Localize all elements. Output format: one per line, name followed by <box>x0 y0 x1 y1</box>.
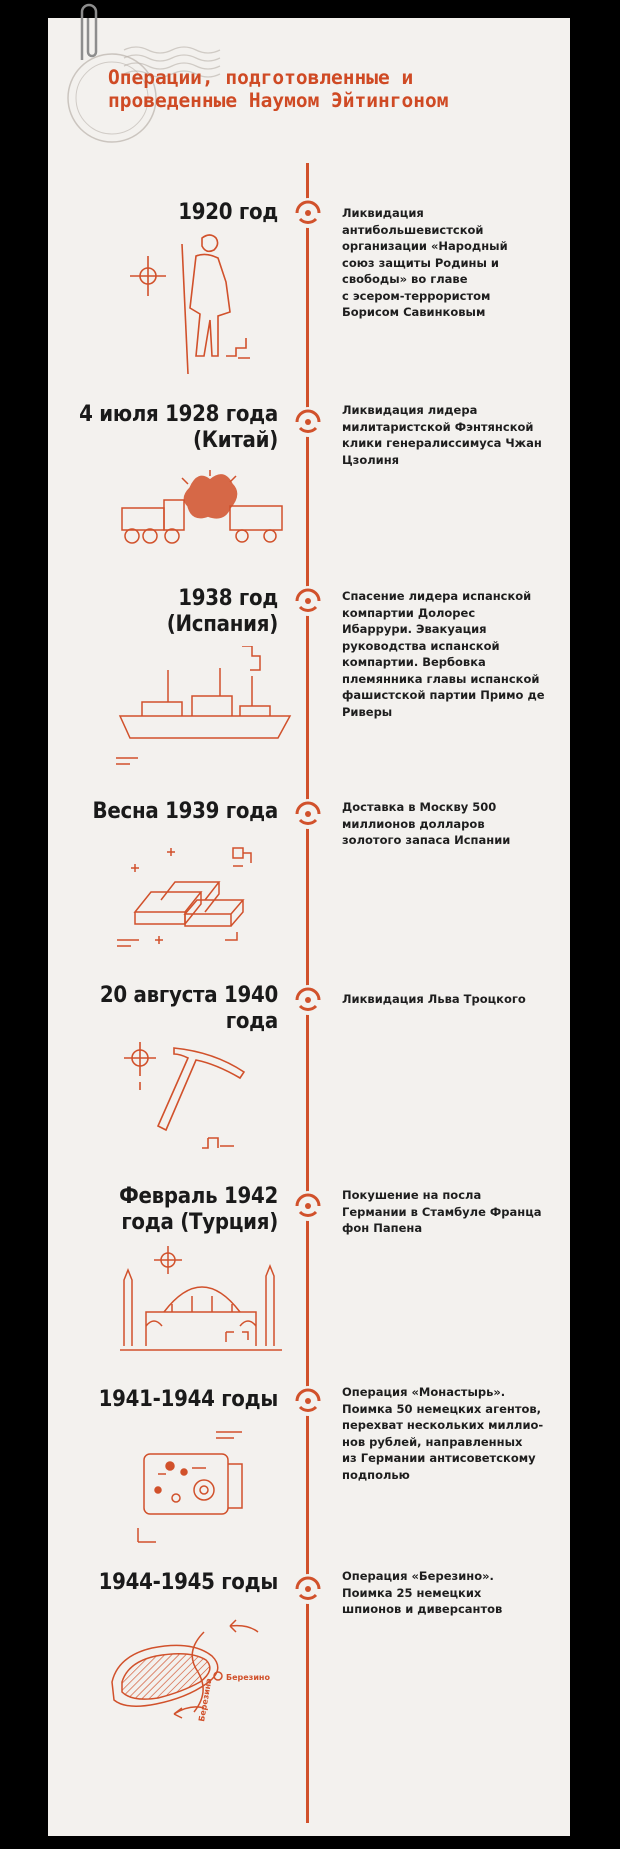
map-berezino-icon <box>108 1612 298 1732</box>
timeline-marker-icon <box>291 1572 325 1606</box>
event-description: Ликвидация лидера милитаристской Фэнтянской клики генералиссимуса Чжан Цзолиня <box>342 403 542 467</box>
timeline-marker-icon <box>291 983 325 1017</box>
event-description: Доставка в Москву 500 миллионов долларов золотого запаса Испании <box>342 800 511 847</box>
event-date: 1941-1944 годы <box>98 1387 278 1412</box>
event-date: 1938 год (Испания) <box>166 586 278 637</box>
event-description: Операция «Монастырь». Поимка 50 немецких агентов, перехват нескольких миллио- нов рублей, направленных из Германии антисоветскому подполью <box>342 1385 544 1482</box>
event-description: Покушение на посла Германии в Стамбуле Франца фон Папена <box>342 1188 542 1235</box>
event-date: Весна 1939 года <box>92 799 278 824</box>
timeline-marker-icon <box>291 1384 325 1418</box>
ice-axe-icon <box>124 1042 254 1152</box>
event-date: 4 июля 1928 года (Китай) <box>79 402 278 453</box>
paperclip-icon <box>72 0 106 70</box>
timeline-marker-icon <box>291 405 325 439</box>
event-date: 1920 год <box>178 200 278 225</box>
mosque-icon <box>116 1246 286 1356</box>
event-date: 1944-1945 годы <box>98 1570 278 1595</box>
timeline-marker-icon <box>291 196 325 230</box>
page-title: Операции, подготовленные и проведенные Наумом Эйтингоном <box>108 66 449 112</box>
event-date: 20 августа 1940 года <box>99 983 279 1034</box>
timeline-marker-icon <box>291 1189 325 1223</box>
map-river-label: Березина <box>197 1677 214 1723</box>
event-description: Спасение лидера испанской компартии Долорес Ибаррури. Эвакуация руководства испанской компартии. Вербовка племянника главы испанской фашистской партии Примо де Риверы <box>342 589 545 719</box>
train-explosion-icon <box>118 470 288 550</box>
event-description: Операция «Березино». Поимка 25 немецких шпионов и диверсантов <box>342 1569 503 1616</box>
event-description: Ликвидация Льва Троцкого <box>342 992 526 1006</box>
gold-bars-icon <box>115 842 265 952</box>
timeline-marker-icon <box>291 797 325 831</box>
timeline-marker-icon <box>291 584 325 618</box>
soldier-with-rifle-icon <box>130 226 270 376</box>
radio-set-icon <box>134 1428 254 1548</box>
map-town-label: Березино <box>226 1673 270 1682</box>
ship-icon <box>112 646 302 766</box>
event-date: Февраль 1942 года (Турция) <box>119 1184 278 1235</box>
event-description: Ликвидация антибольшевистской организации «Народный союз защиты Родины и свободы» во главе с эсером-террористом Борисом Савинковым <box>342 206 508 319</box>
